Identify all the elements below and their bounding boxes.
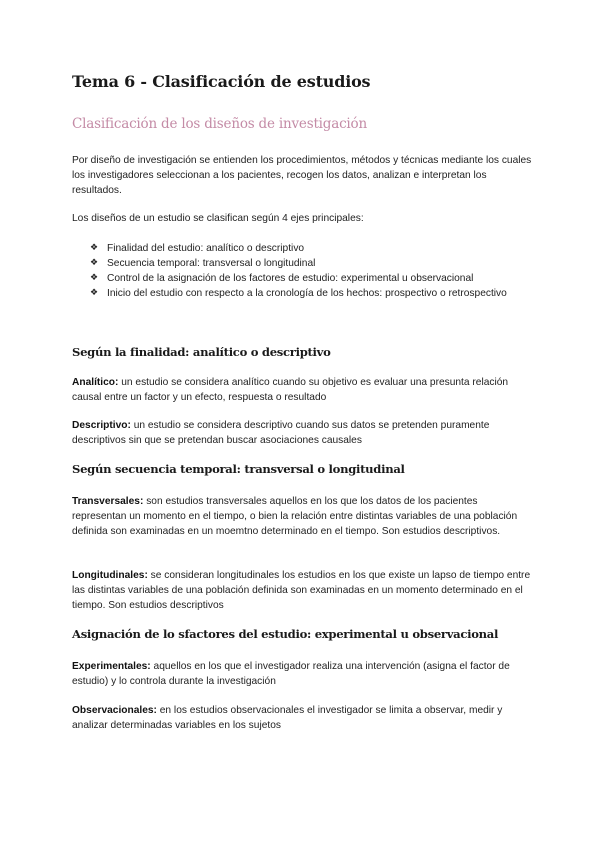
list-item: ❖ Control de la asignación de los factores de estudio: experimental u observacional (90, 273, 474, 284)
intro-paragraph: Por diseño de investigación se entienden los procedimientos, métodos y técnicas mediante los cuales los investigadores seleccionan a los pacientes, recogen los datos, analizan e interpretan los resultados. (72, 155, 532, 196)
definition-transversales: Transversales: son estudios transversales aquellos en los que los datos de los pacientes representan un momento en el tiempo, o bien la relación entre distintas variables de una población definida son examinadas en un moemtno determinado en el tiempo. Son estudios descriptivos. (72, 496, 518, 537)
list-item: ❖ Finalidad del estudio: analítico o descriptivo (90, 243, 305, 254)
definition-analitico: Analítico: un estudio se considera analítico cuando su objetivo es evaluar una presunta relación causal entre un factor y un efecto, respuesta o resultado (72, 377, 509, 403)
section-heading-finalidad: Según la finalidad: analítico o descriptivo (72, 345, 331, 359)
axes-bullet-list (90, 241, 530, 301)
diamond-bullet-icon: ❖ (90, 258, 99, 268)
definition-longitudinales: Longitudinales: se consideran longitudinales los estudios en los que existe un lapso de tiempo entre las distintas variables de una población definida son examinadas en un momento determinado en el tiempo. Son estudios descriptivos (72, 570, 531, 611)
document-title: Tema 6 - Clasificación de estudios (72, 72, 371, 91)
definition-descriptivo: Descriptivo: un estudio se considera descriptivo cuando sus datos se pretenden puramente descriptivos sin que se pretendan buscar asociaciones causales (72, 420, 490, 446)
list-item: ❖ Secuencia temporal: transversal o longitudinal (90, 258, 316, 269)
diamond-bullet-icon: ❖ (90, 273, 99, 283)
section-heading-secuencia: Según secuencia temporal: transversal o longitudinal (72, 462, 405, 476)
axes-intro-paragraph: Los diseños de un estudio se clasifican según 4 ejes principales: (72, 213, 364, 224)
list-item: ❖ Inicio del estudio con respecto a la cronología de los hechos: prospectivo o retrospectivo (90, 288, 507, 299)
diamond-bullet-icon: ❖ (90, 288, 99, 298)
diamond-bullet-icon: ❖ (90, 243, 99, 253)
document-subtitle: Clasificación de los diseños de investigación (72, 116, 367, 132)
section-heading-asignacion: Asignación de lo sfactores del estudio: experimental u observacional (72, 627, 499, 641)
definition-observacionales: Observacionales: en los estudios observacionales el investigador se limita a observar, medir y analizar determinadas variables en los sujetos (72, 705, 503, 731)
definition-experimentales: Experimentales: aquellos en los que el investigador realiza una intervención (asigna el factor de estudio) y lo controla durante la investigación (72, 661, 510, 687)
